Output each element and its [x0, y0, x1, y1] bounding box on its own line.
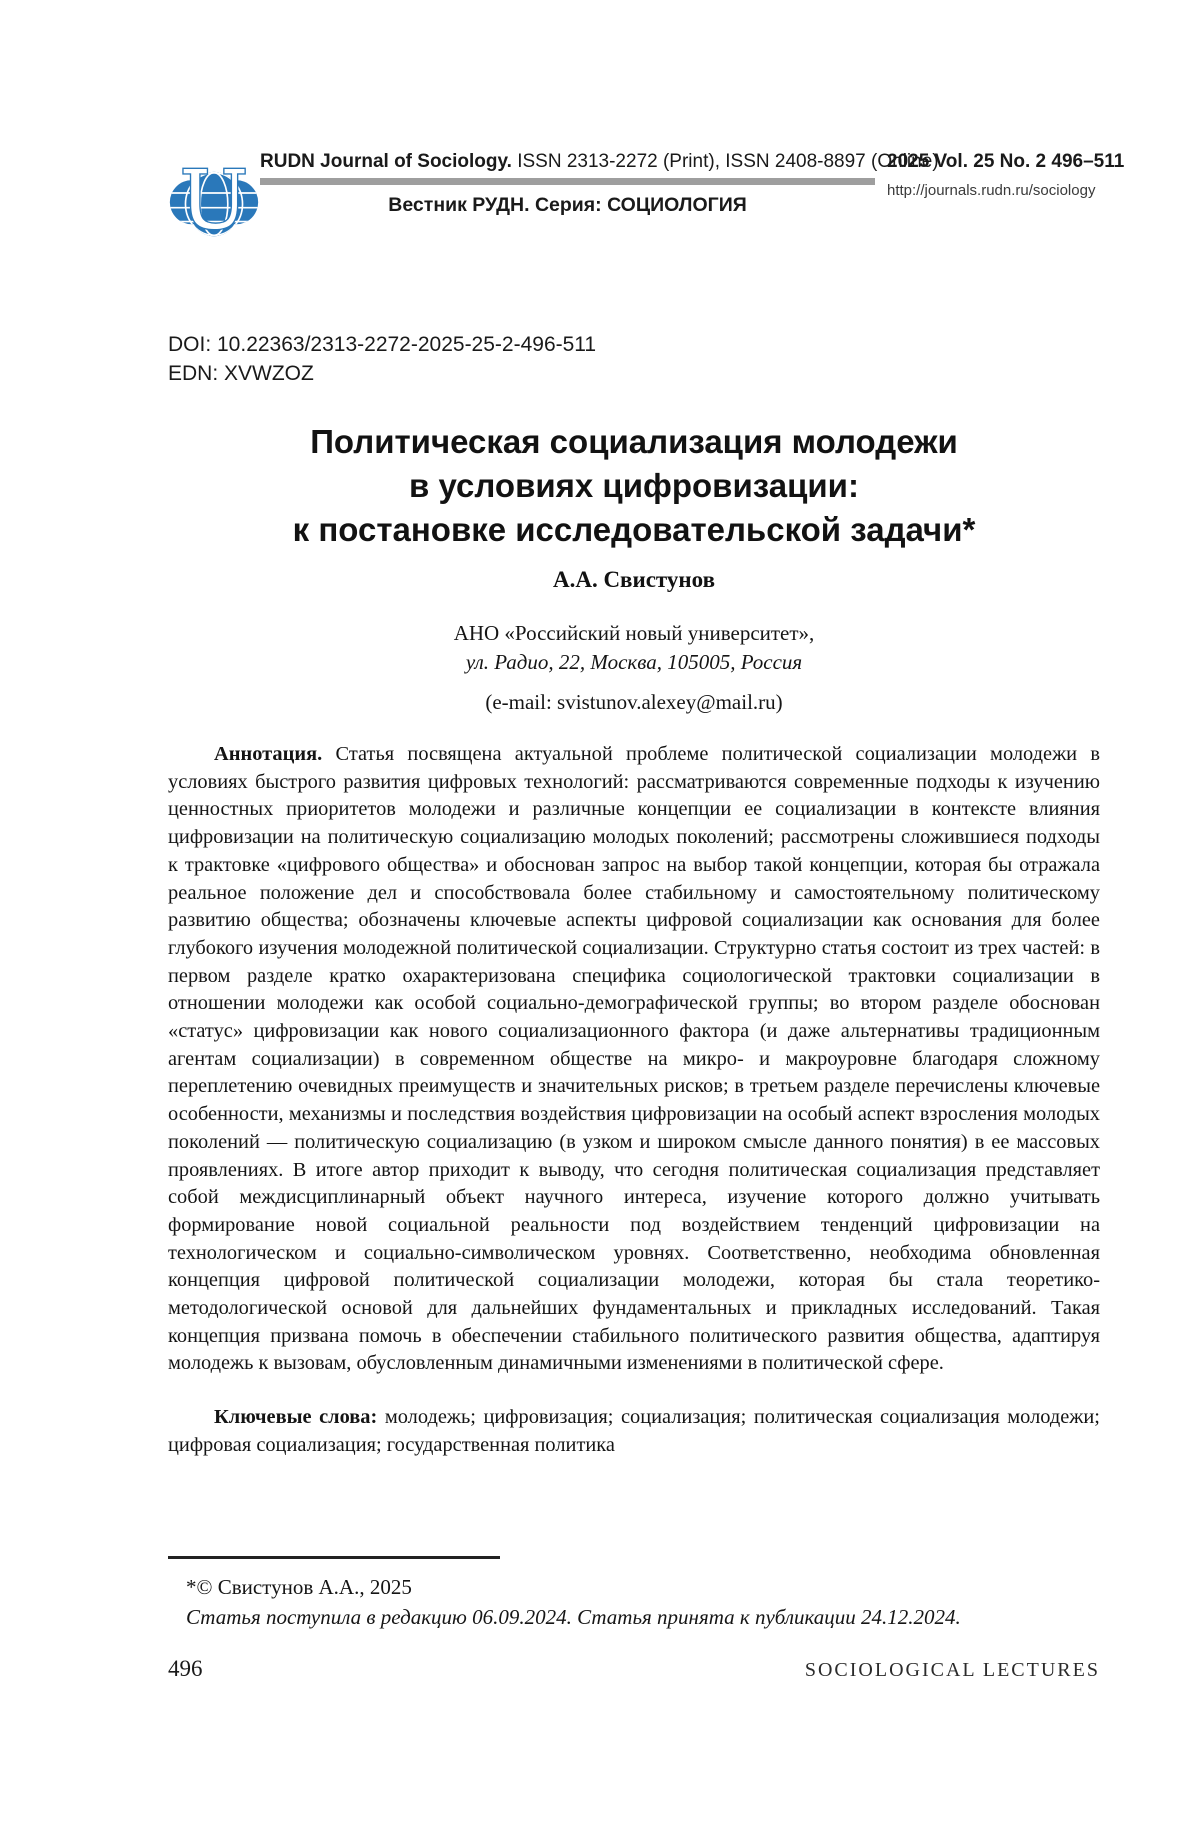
issue-info: 2025 Vol. 25 No. 2 496–511	[887, 151, 1125, 172]
abstract-label: Аннотация.	[214, 743, 323, 765]
edn-line: EDN: XVWZOZ	[168, 362, 314, 385]
rudn-logo	[168, 147, 260, 239]
footnote-rule	[168, 1556, 500, 1559]
section-name: SOCIOLOGICAL LECTURES	[804, 1659, 1100, 1681]
header-divider-bar	[260, 178, 875, 185]
affiliation-org: АНО «Российский новый университет»,	[453, 621, 815, 645]
journal-header	[168, 145, 1125, 239]
title-line-2: в условиях цифровизации:	[409, 467, 859, 504]
author-name: А.А. Свистунов	[552, 567, 716, 592]
doi-line: DOI: 10.22363/2313-2272-2025-25-2-496-511	[168, 333, 597, 356]
author-email: (e-mail: svistunov.alexey@mail.ru)	[485, 690, 783, 714]
journal-title-ru: Вестник РУДН. Серия: СОЦИОЛОГИЯ	[388, 194, 747, 216]
journal-issn: ISSN 2313-2272 (Print), ISSN 2408-8897 (Online)	[511, 151, 939, 172]
page-footer	[168, 1656, 1100, 1682]
keywords-text: молодежь; цифровизация; социализация; политическая социализация молодежи; цифровая социализация; государственная политика	[168, 1406, 1100, 1456]
identifier-block	[168, 330, 596, 388]
journal-masthead	[260, 145, 939, 217]
abstract-block	[168, 741, 1100, 1460]
svg-text:U: U	[179, 153, 249, 239]
journal-title-en	[260, 151, 939, 173]
copyright-note: *© Свистунов А.А., 2025	[186, 1575, 412, 1599]
affiliation-address: ул. Радио, 22, Москва, 105005, Россия	[465, 650, 803, 674]
keywords-label: Ключевые слова:	[214, 1406, 378, 1429]
abstract-text: Статья посвящена актуальной проблеме политической социализации молодежи в условиях быстрого развития цифровых технологий: рассматриваются современные подходы к изучению ценностных приоритетов молодежи и различные концепции ее социализации в контексте влияния цифровизации на политическую социализацию молодых поколений; рассмотрены сложившиеся подходы к трактовке «цифрового общества» и обоснован запрос на выбор такой концепции, которая бы отражала реальное положение дел и способствовала более стабильному и самостоятельному политическому развитию общества; обозначены ключевые аспекты цифровой социализации как основания для более глубокого изучения молодежной политической социализации. Структурно статья состоит из трех частей: в первом разделе кратко охарактеризована специфика социологической трактовки социализации в отношении молодежи как особой социально-демографической группы; во втором разделе обоснован «статус» цифровизации как нового социализационного фактора (и даже альтернативы традиционным агентам социализации) в современном обществе на микро- и макроуровне благодаря сложному переплетению очевидных преимуществ и значительных рисков; в третьем разделе перечислены ключевые особенности, механизмы и последствия воздействия цифровизации на особый аспект взросления молодых поколений — политическую социализацию (в узком и широком смысле данного понятия) в ее массовых проявлениях. В итоге автор приходит к выводу, что сегодня политическая социализация представляет собой междисциплинарный объект научного интереса, изучение которого должно учитывать формирование новой социальной реальности под воздействием тенденций цифровизации на технологическом и социально-символическом уровнях. Соответственно, необходима обновленная концепция цифровой политической социализации молодежи, которая бы стала теоретико-методологической основой для дальнейших фундаментальных и прикладных исследований. Такая концепция призвана помочь в обеспечении стабильного политического развития общества, адаптируя молодежь к вызовам, обусловленным динамичными изменениями в политической сфере.	[168, 743, 1100, 1375]
footnote-block	[168, 1556, 1100, 1632]
article-title	[168, 420, 1100, 552]
issue-block	[887, 145, 1125, 199]
affiliation	[168, 619, 1100, 677]
title-line-3: к постановке исследовательской задачи*	[292, 511, 976, 548]
journal-name-en: RUDN Journal of Sociology.	[260, 151, 512, 172]
keywords-paragraph	[168, 1404, 1100, 1459]
title-line-1: Политическая социализация молодежи	[310, 423, 958, 460]
journal-url: http://journals.rudn.ru/sociology	[887, 182, 1096, 199]
page-number: 496	[168, 1656, 203, 1681]
abstract-paragraph	[168, 741, 1100, 1378]
submission-dates-note: Статья поступила в редакцию 06.09.2024. Статья принята к публикации 24.12.2024.	[186, 1605, 961, 1629]
